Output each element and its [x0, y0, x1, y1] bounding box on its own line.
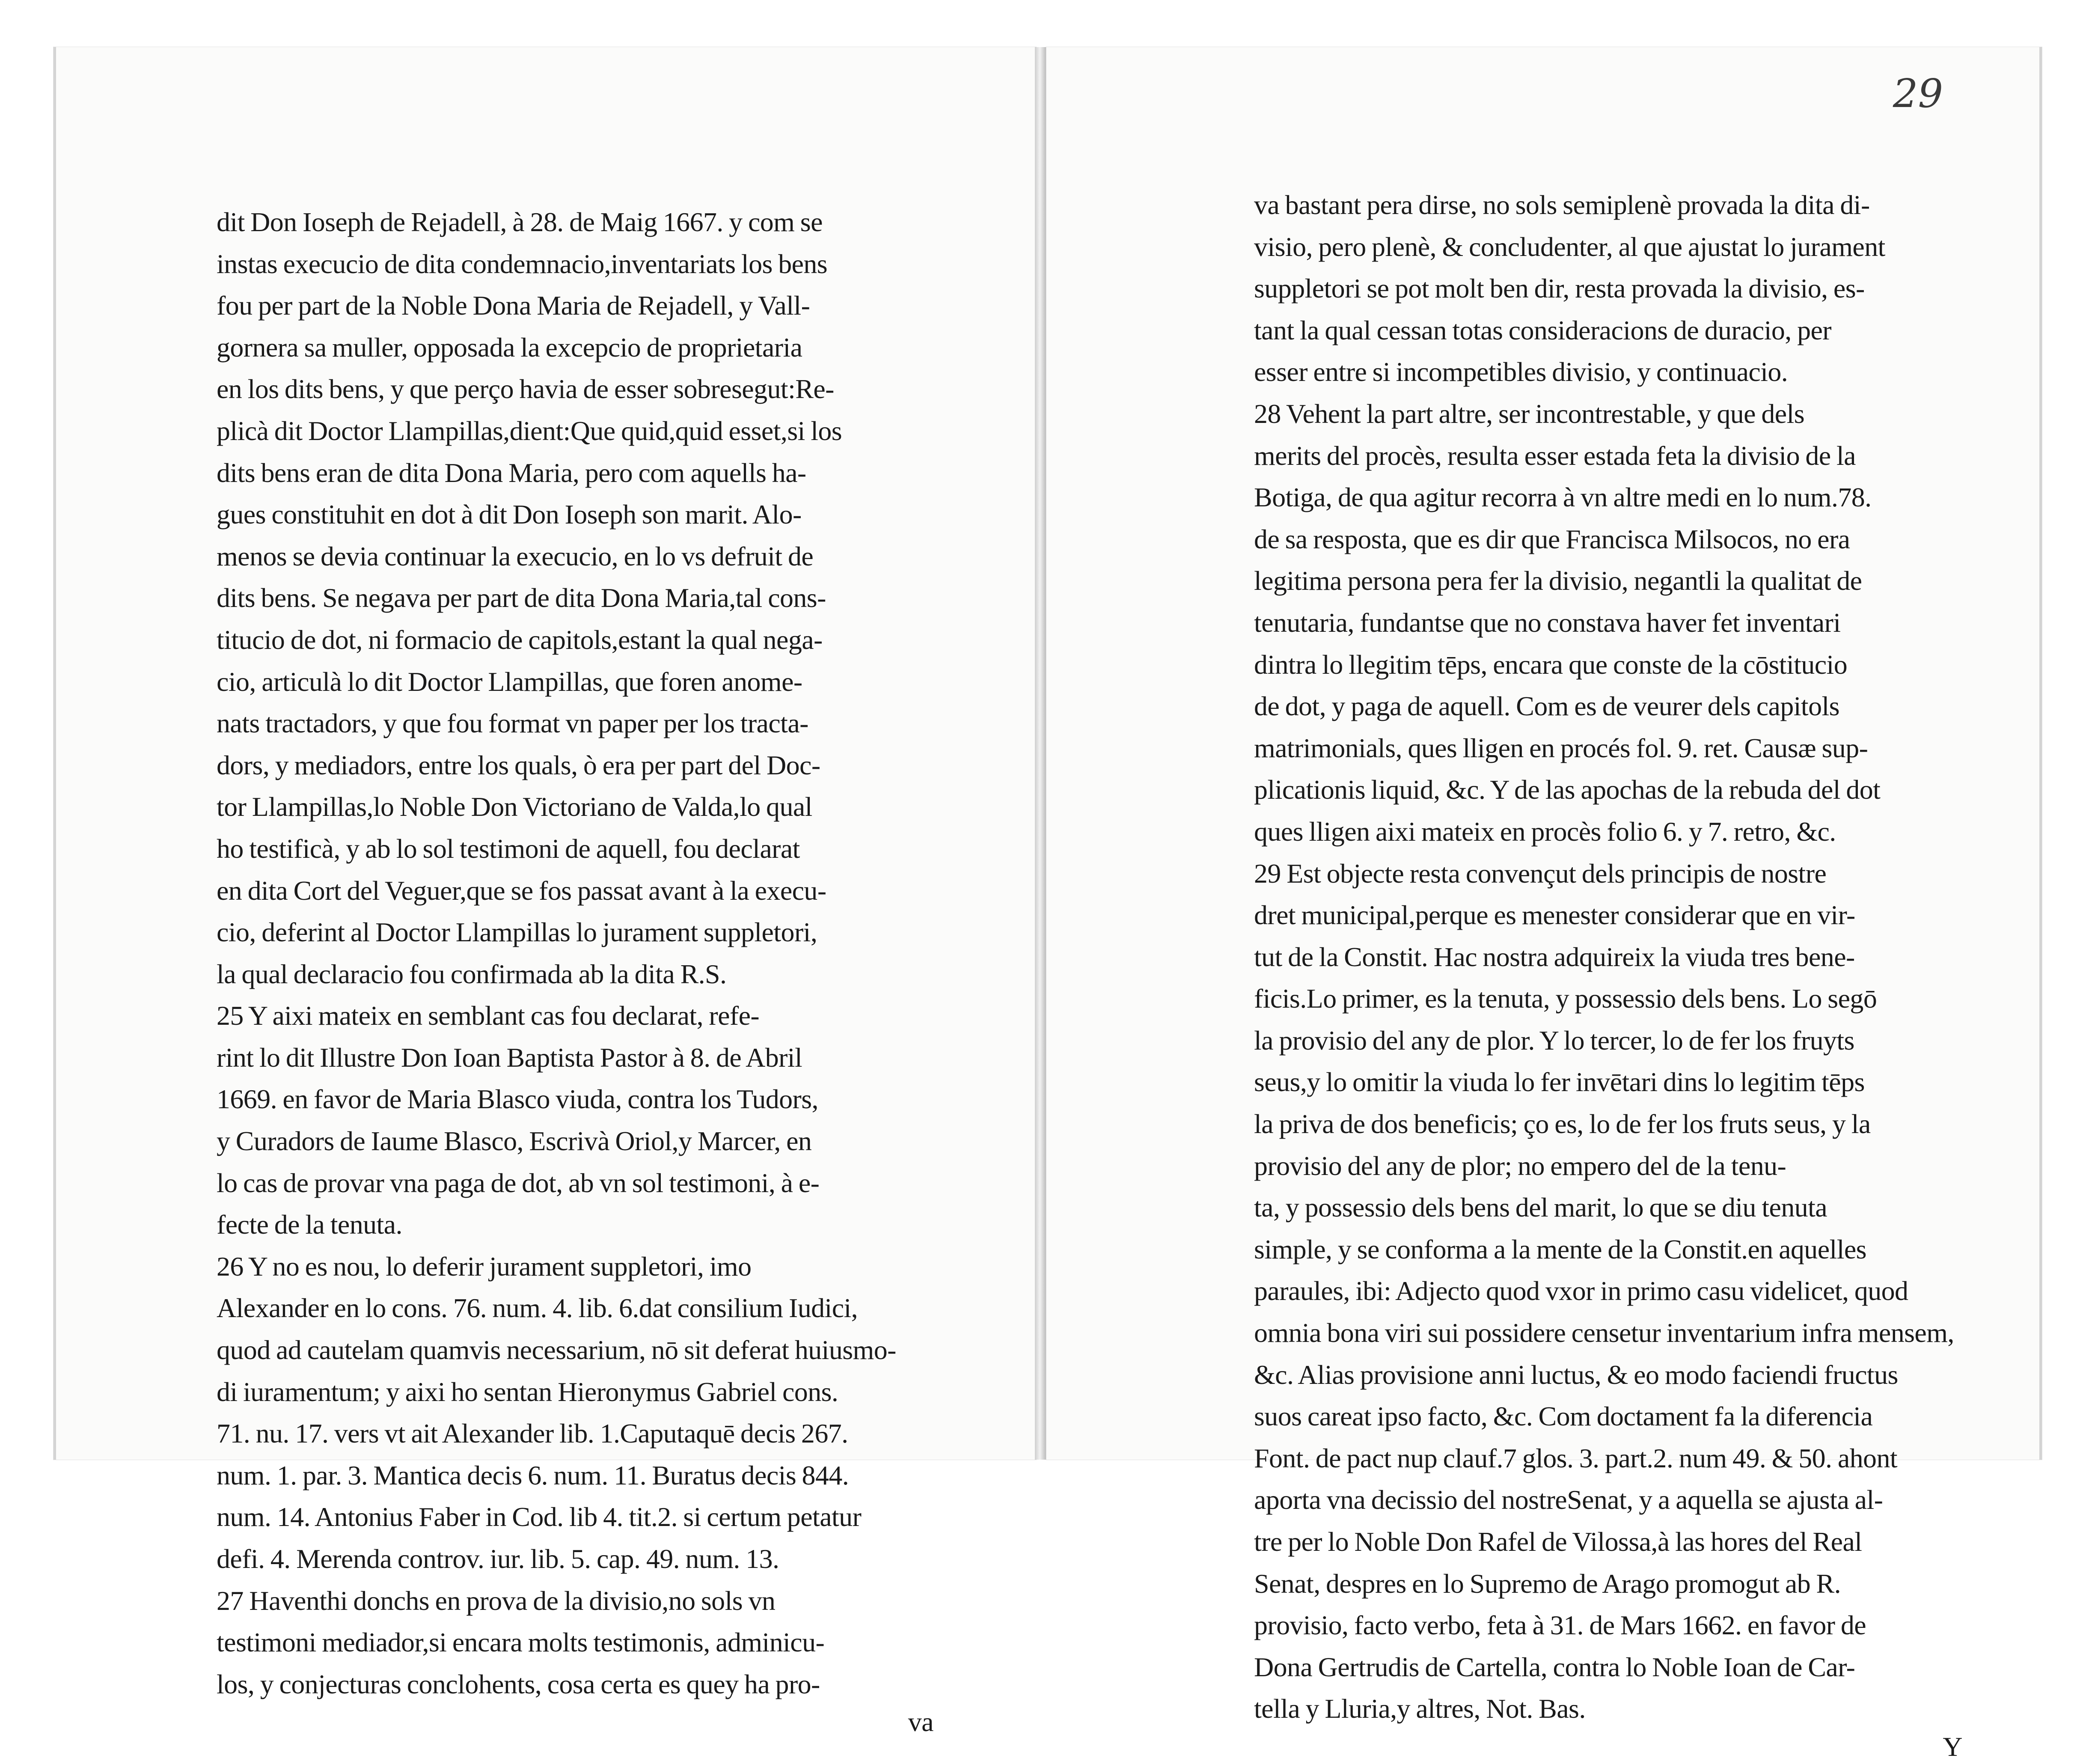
text-line: en dita Cort del Veguer,que se fos passat avant à la execu-	[217, 875, 826, 906]
text-line: tella y Lluria,y altres, Not. Bas.	[1254, 1693, 1586, 1724]
text-line: plicationis liquid, &c. Y de las apochas de la rebuda del dot	[1254, 774, 1881, 805]
text-line: visio, pero plenè, & concludenter, al que ajustat lo jurament	[1254, 231, 1885, 262]
text-line: suppletori se pot molt ben dir, resta provada la divisio, es-	[1254, 273, 1865, 304]
text-line: dintra lo llegitim tēps, encara que conste de la cōstitucio	[1254, 649, 1848, 680]
text-line: la provisio del any de plor. Y lo tercer, lo de fer los fruyts	[1254, 1025, 1854, 1056]
text-line: tre per lo Noble Don Rafel de Vilossa,à las hores del Real	[1254, 1526, 1862, 1557]
catchword: Y	[1943, 1731, 1962, 1762]
text-line: tant la qual cessan totas consideracions de duracio, per	[1254, 315, 1831, 345]
text-line: la qual declaracio fou confirmada ab la dita R.S.	[217, 958, 727, 989]
text-line: provisio, facto verbo, feta à 31. de Mars 1662. en favor de	[1254, 1610, 1866, 1641]
text-line: la priva de dos beneficis; ço es, lo de fer los fruts seus, y la	[1254, 1109, 1871, 1139]
text-line: dit Don Ioseph de Rejadell, à 28. de Maig 1667. y com se	[217, 207, 823, 237]
text-line: quod ad cautelam quamvis necessarium, nō sit deferat huiusmo-	[217, 1335, 896, 1365]
left-page	[53, 47, 1036, 1737]
text-line: cio, deferint al Doctor Llampillas lo jurament suppletori,	[217, 917, 817, 948]
text-line: Font. de pact nup clauf.7 glos. 3. part.2. num 49. & 50. ahont	[1254, 1443, 1898, 1473]
text-line: seus,y lo omitir la viuda lo fer invētari dins lo legitim tēps	[1254, 1067, 1865, 1098]
text-line: Alexander en lo cons. 76. num. 4. lib. 6.dat consilium Iudici,	[217, 1293, 858, 1324]
book-gutter	[1035, 47, 1046, 1460]
text-line: fou per part de la Noble Dona Maria de Rejadell, y Vall-	[217, 290, 810, 321]
text-line: ficis.Lo primer, es la tenuta, y possessio dels bens. Lo segō	[1254, 983, 1877, 1014]
text-line: provisio del any de plor; no empero del de la tenu-	[1254, 1150, 1786, 1181]
text-line: en los dits bens, y que perço havia de esser sobresegut:Re-	[217, 374, 834, 405]
text-line: paraules, ibi: Adjecto quod vxor in primo casu videlicet, quod	[1254, 1276, 1908, 1306]
text-line: de sa resposta, que es dir que Francisca Milsocos, no era	[1254, 524, 1850, 554]
text-line: menos se devia continuar la execucio, en lo vs defruit de	[217, 541, 814, 571]
text-line: 71. nu. 17. vers vt ait Alexander lib. 1.Caputaquē decis 267.	[217, 1418, 848, 1449]
text-line: matrimonials, ques lligen en procés fol. 9. ret. Causæ sup-	[1254, 732, 1868, 763]
catchword: va	[908, 1707, 933, 1737]
text-line: los, y conjecturas conclohents, cosa certa es quey ha pro-	[217, 1669, 820, 1699]
text-line: rint lo dit Illustre Don Ioan Baptista Pastor à 8. de Abril	[217, 1042, 802, 1073]
text-line: lo cas de provar vna paga de dot, ab vn sol testimoni, à e-	[217, 1167, 820, 1198]
text-line: nats tractadors, y que fou format vn paper per los tracta-	[217, 708, 808, 739]
text-line: ques lligen aixi mateix en procès folio 6. y 7. retro, &c.	[1254, 816, 1836, 847]
text-line: testimoni mediador,si encara molts testimonis, adminicu-	[217, 1627, 825, 1658]
text-line: tut de la Constit. Hac nostra adquireix la viuda tres bene-	[1254, 941, 1855, 972]
text-line: aporta vna decissio del nostreSenat, y a aquella se ajusta al-	[1254, 1484, 1883, 1515]
text-line: esser entre si incompetibles divisio, y continuacio.	[1254, 357, 1788, 387]
text-line: legitima persona pera fer la divisio, negantli la qualitat de	[1254, 565, 1862, 596]
text-line: fecte de la tenuta.	[217, 1209, 402, 1240]
folio-number: 29	[1893, 71, 1943, 116]
text-line: 26 Y no es nou, lo deferir jurament suppletori, imo	[217, 1251, 752, 1282]
text-line: cio, articulà lo dit Doctor Llampillas, que foren anome-	[217, 666, 802, 697]
text-line: di iuramentum; y aixi ho sentan Hieronymus Gabriel cons.	[217, 1376, 838, 1407]
text-line: merits del procès, resulta esser estada feta la divisio de la	[1254, 440, 1856, 471]
text-line: 1669. en favor de Maria Blasco viuda, contra los Tudors,	[217, 1084, 818, 1115]
text-line: &c. Alias provisione anni luctus, & eo modo faciendi fructus	[1254, 1359, 1898, 1390]
text-line: 28 Vehent la part altre, ser incontrestable, y que dels	[1254, 398, 1805, 429]
text-line: num. 1. par. 3. Mantica decis 6. num. 11. Buratus decis 844.	[217, 1460, 849, 1490]
text-line: instas execucio de dita condemnacio,inventariats los bens	[217, 248, 828, 279]
text-line: Senat, despres en lo Supremo de Arago promogut ab R.	[1254, 1568, 1841, 1599]
text-line: 29 Est objecte resta convençut dels principis de nostre	[1254, 858, 1827, 889]
text-line: Botiga, de qua agitur recorra à vn altre medi en lo num.78.	[1254, 482, 1872, 513]
text-line: titucio de dot, ni formacio de capitols,estant la qual nega-	[217, 624, 823, 655]
text-line: dret municipal,perque es menester considerar que en vir-	[1254, 900, 1855, 931]
text-line: gornera sa muller, opposada la excepcio de proprietaria	[217, 332, 802, 363]
right-page-text	[1254, 184, 1962, 1764]
text-line: 27 Haventhi donchs en prova de la divisio,no sols vn	[217, 1585, 776, 1616]
text-line: va bastant pera dirse, no sols semiplenè provada la dita di-	[1254, 190, 1870, 220]
text-line: omnia bona viri sui possidere censetur inventarium infra mensem,	[1254, 1318, 1954, 1348]
left-page-text	[217, 201, 933, 1739]
text-line: Dona Gertrudis de Cartella, contra lo Noble Ioan de Car-	[1254, 1651, 1855, 1682]
text-line: dits bens. Se negava per part de dita Dona Maria,tal cons-	[217, 583, 826, 613]
text-line: tenutaria, fundantse que no constava haver fet inventari	[1254, 607, 1841, 638]
text-line: defi. 4. Merenda controv. iur. lib. 5. cap. 49. num. 13.	[217, 1544, 779, 1574]
text-line: ho testificà, y ab lo sol testimoni de aquell, fou declarat	[217, 833, 800, 864]
text-line: y Curadors de Iaume Blasco, Escrivà Oriol,y Marcer, en	[217, 1126, 812, 1157]
text-line: ta, y possessio dels bens del marit, lo que se diu tenuta	[1254, 1192, 1827, 1223]
text-line: gues constituhit en dot à dit Don Ioseph son marit. Alo-	[217, 499, 802, 530]
text-line: de dot, y paga de aquell. Com es de veurer dels capitols	[1254, 691, 1839, 722]
text-line: dors, y mediadors, entre los quals, ò era per part del Doc-	[217, 750, 820, 780]
text-line: dits bens eran de dita Dona Maria, pero com aquells ha-	[217, 457, 806, 488]
text-line: suos careat ipso facto, &c. Com doctament fa la diferencia	[1254, 1401, 1873, 1432]
right-page	[1046, 47, 2042, 1762]
text-line: 25 Y aixi mateix en semblant cas fou declarat, refe-	[217, 1000, 760, 1031]
text-line: plicà dit Doctor Llampillas,dient:Que quid,quid esset,si los	[217, 415, 842, 446]
text-line: num. 14. Antonius Faber in Cod. lib 4. tit.2. si certum petatur	[217, 1502, 862, 1532]
text-line: tor Llampillas,lo Noble Don Victoriano de Valda,lo qual	[217, 791, 812, 822]
text-line: simple, y se conforma a la mente de la Constit.en aquelles	[1254, 1234, 1866, 1264]
